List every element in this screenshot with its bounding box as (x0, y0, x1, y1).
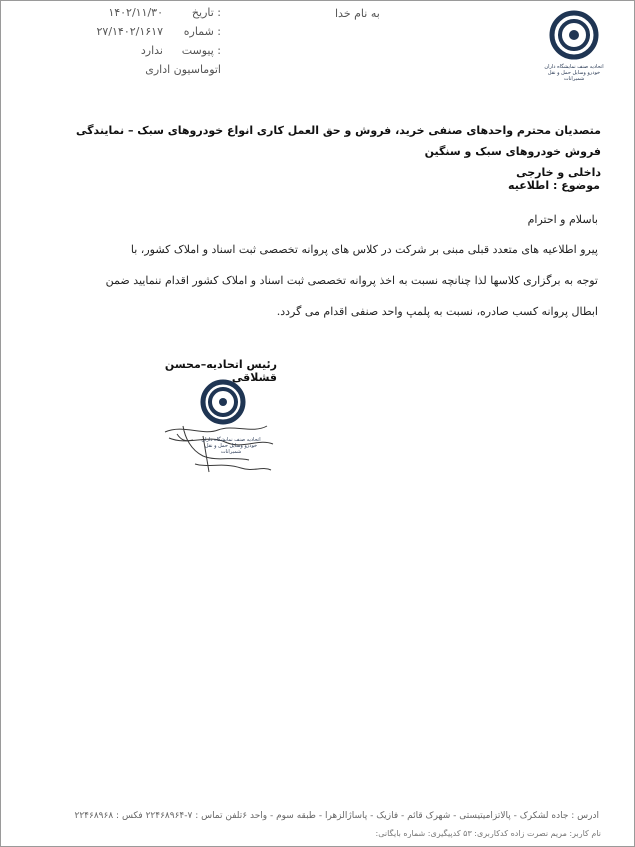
attachment-label: پیوست : (181, 44, 221, 57)
stamp-caption: اتحادیه صنف نمایشگاه داران خودرو وسایل حمل و نقل شمیرانات (201, 437, 261, 455)
addressee (71, 120, 601, 183)
number-value: ۲۷/۱۴۰۲/۱۶۱۷ (96, 25, 163, 38)
date-label: تاریخ : (191, 6, 221, 19)
body-line-2: توجه به برگزاری کلاسها لذا چنانچه نسبت به اخذ پروانه تخصصی ثبت اسناد و املاک کشور اقدام ننمایید ضمن (105, 274, 598, 287)
signature-name: رئیس اتحادیه–محسن قشلاقی (164, 358, 277, 384)
letter-meta (61, 6, 221, 82)
attachment-value: ندارد (140, 44, 163, 57)
footer-address: آدرس : جاده لشکرک - پالاتزامیتیستی - شهرک قائم - فازیک - پاساژالزهرا - طبقه سوم - واحد ۶تلفن تماس : ۷-۲۲۴۶۸۹۶۴ فکس : ۲۲۴۶۸۹۶۸ (74, 811, 599, 821)
footer-contact: نام کاربر: مریم نصرت زاده کدکاربری: ۵۳ کدپیگیری: شماره بایگانی: (375, 829, 601, 838)
addressee-line-1: متصدیان محترم واحدهای صنفی خرید، فروش و حق العمل کاری انواع خودروهای سبک – نمایندگی فروش خودروهای سبک و سنگین (76, 124, 601, 158)
bismillah-heading: به نام خدا (335, 7, 380, 20)
number-label: شماره : (183, 25, 221, 38)
subject-line: موضوع : اطلاعیه (508, 179, 600, 192)
union-logo-icon (539, 7, 609, 63)
system-note: اتوماسیون اداری (145, 63, 221, 76)
union-logo-caption: اتحادیه صنف نمایشگاه داران خودرو وسایل حمل و نقل شمیرانات (544, 64, 604, 82)
union-logo (539, 7, 609, 81)
body-line-3: ابطال پروانه کسب صادره، نسبت به پلمپ واحد صنفی اقدام می گردد. (276, 305, 598, 318)
date-value: ۱۴۰۲/۱۱/۳۰ (108, 6, 163, 19)
system-note-row (61, 63, 221, 82)
date-row (61, 6, 221, 25)
number-row (61, 25, 221, 44)
greeting: باسلام و احترام (527, 213, 598, 226)
signature-stamp-icon (163, 376, 283, 486)
body-line-1: پیرو اطلاعیه های متعدد قبلی مبنی بر شرکت در کلاس های پروانه تخصصی ثبت اسناد و املاک کشور، با (130, 243, 598, 256)
attachment-row (61, 44, 221, 63)
addressee-line-2: داخلی و خارجی (516, 166, 601, 179)
